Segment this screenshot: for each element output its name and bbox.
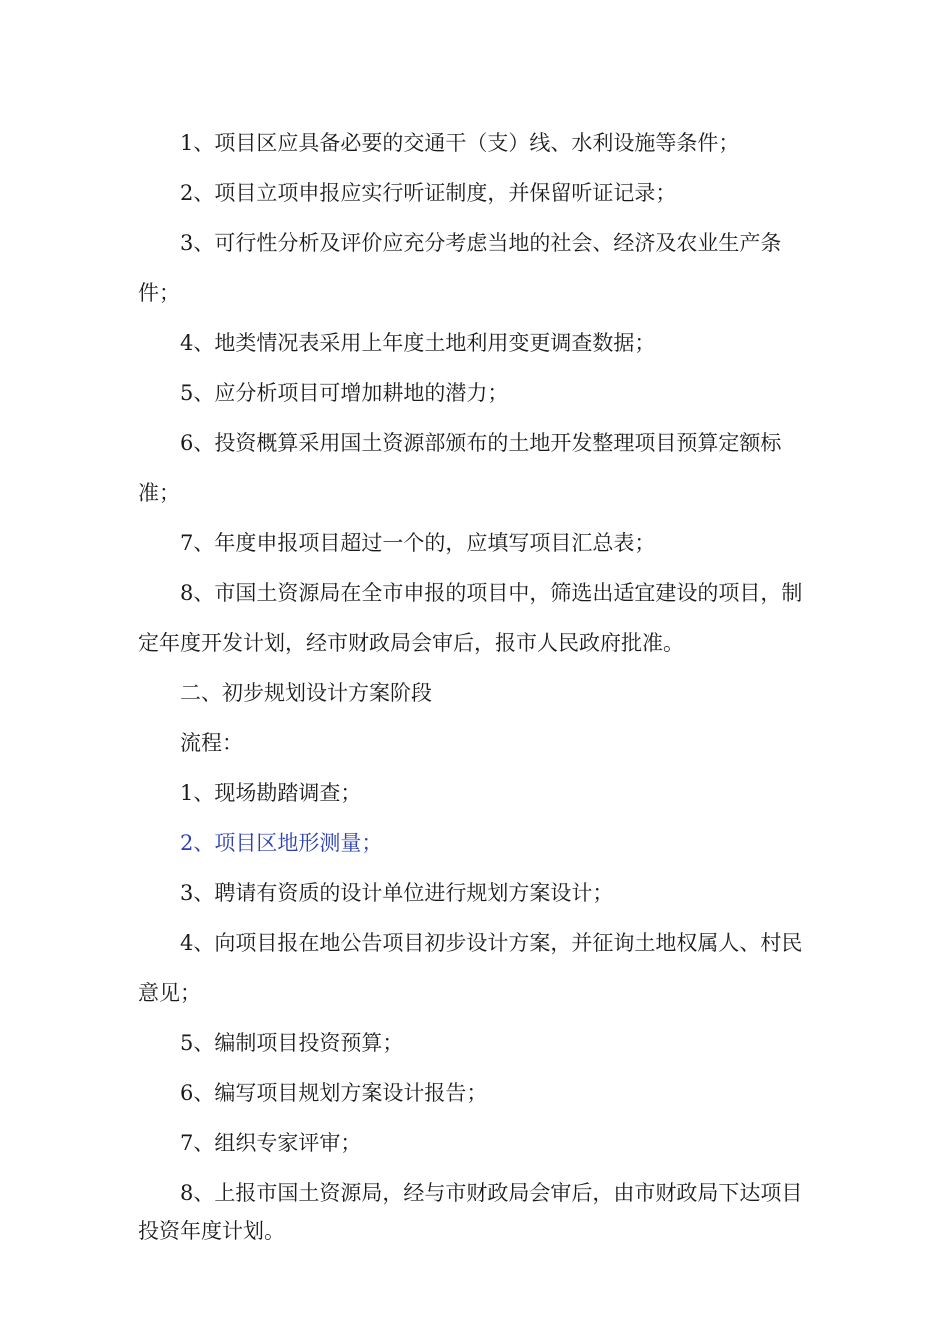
flow-step-8: 8、上报市国土资源局，经与市财政局会审后，由市财政局下达项目投资年度计划。	[138, 1181, 803, 1243]
paragraph-requirement-1: 1、项目区应具备必要的交通干（支）线、水利设施等条件；	[180, 131, 740, 155]
flow-step-1: 1、现场勘踏调查；	[180, 781, 362, 805]
paragraph-requirement-7: 7、年度申报项目超过一个的，应填写项目汇总表；	[180, 531, 656, 555]
paragraph-requirement-5: 5、应分析项目可增加耕地的潜力；	[180, 381, 509, 405]
flow-step-2: 2、项目区地形测量；	[180, 831, 383, 855]
flow-label: 流程：	[180, 731, 243, 755]
paragraph-requirement-2: 2、项目立项申报应实行听证制度，并保留听证记录；	[180, 181, 677, 205]
document-body	[138, 118, 810, 1250]
flow-step-5: 5、编制项目投资预算；	[180, 1031, 404, 1055]
paragraph-requirement-8: 8、市国土资源局在全市申报的项目中，筛选出适宜建设的项目，制定年度开发计划，经市财政局会审后，报市人民政府批准。	[138, 581, 803, 655]
flow-step-3: 3、聘请有资质的设计单位进行规划方案设计；	[180, 881, 614, 905]
section-heading: 二、初步规划设计方案阶段	[180, 681, 432, 705]
flow-step-6: 6、编写项目规划方案设计报告；	[180, 1081, 488, 1105]
flow-step-7: 7、组织专家评审；	[180, 1131, 362, 1155]
paragraph-requirement-4: 4、地类情况表采用上年度土地利用变更调查数据；	[180, 331, 656, 355]
paragraph-requirement-3: 3、可行性分析及评价应充分考虑当地的社会、经济及农业生产条件；	[138, 231, 782, 305]
paragraph-requirement-6: 6、投资概算采用国土资源部颁布的土地开发整理项目预算定额标准；	[138, 431, 782, 505]
flow-step-4: 4、向项目报在地公告项目初步设计方案，并征询土地权属人、村民意见；	[138, 931, 803, 1005]
